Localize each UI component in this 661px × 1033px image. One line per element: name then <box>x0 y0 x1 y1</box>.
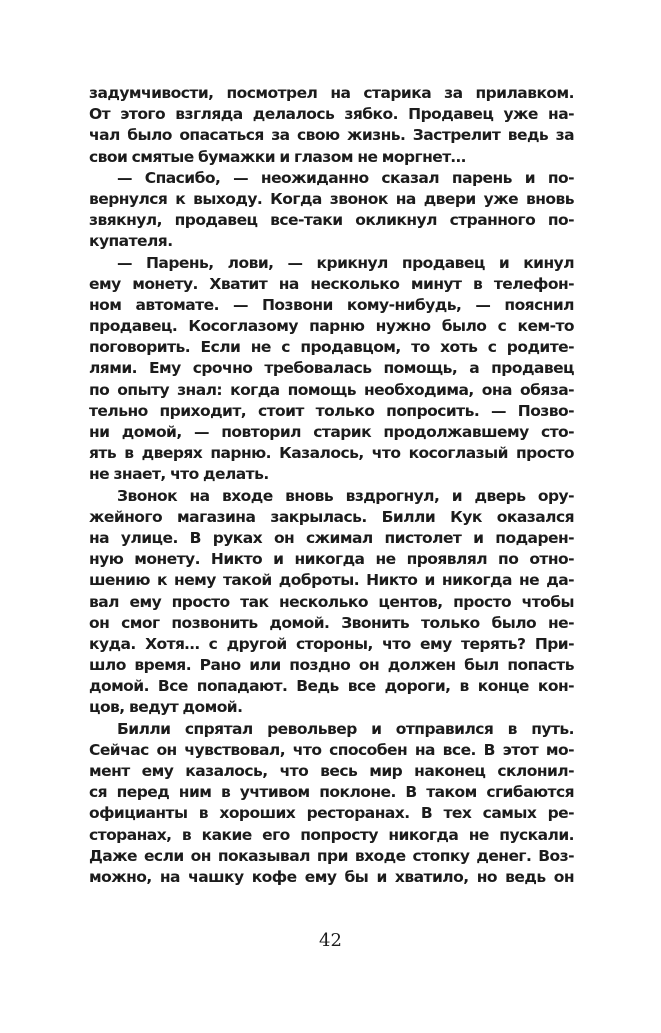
text-line: чал было опасаться за свою жизнь. Застрелит ведь за <box>89 126 574 145</box>
page-number: 42 <box>319 930 342 951</box>
text-line: купателя. <box>89 232 173 251</box>
text-line: куда. Хотя… с другой стороны, что ему терять? При- <box>89 634 574 653</box>
text-line: ему монету. Хватит на несколько минут в телефон- <box>89 274 574 293</box>
text-line: ную монету. Никто и никогда не проявлял по отно- <box>89 550 574 569</box>
text-line: лями. Ему срочно требовалась помощь, а продавец <box>89 359 574 378</box>
text-line: шло время. Рано или поздно он должен был попасть <box>89 656 574 675</box>
text-line: домой. Все попадают. Ведь все дороги, в конце кон- <box>89 677 574 696</box>
text-line: мент ему казалось, что весь мир наконец склонил- <box>89 762 574 780</box>
text-line: официанты в хороших ресторанах. В тех самых ре- <box>89 804 574 823</box>
text-line: поговорить. Если не с продавцом, то хоть с родите- <box>89 338 574 357</box>
text-line: ять в дверях парню. Казалось, что косоглазый просто <box>89 444 574 463</box>
text-line: цов, ведут домой. <box>89 698 243 717</box>
text-line: можно, на чашку кофе ему бы и хватило, но ведь он <box>89 867 574 886</box>
text-line: ном автомате. — Позвони кому-нибудь, — пояснил <box>89 295 574 314</box>
text-line: на улице. В руках он сжимал пистолет и подарен- <box>89 528 574 547</box>
text-line: свои смятые бумажки и глазом не моргнет… <box>89 147 466 166</box>
text-line: не знает, что делать. <box>89 465 269 484</box>
text-line: звякнул, продавец все-таки окликнул странного по- <box>89 211 574 230</box>
text-line: тельно приходит, стоит только попросить. — Позво- <box>89 401 574 420</box>
text-line: ни домой, — повторил старик продолжавшему сто- <box>89 423 574 441</box>
text-line: ся перед ним в учтивом поклоне. В таком сгибаются <box>89 783 574 802</box>
text-line: Звонок на входе вновь вздрогнул, и дверь ору- <box>117 486 574 505</box>
text-line: задумчивости, посмотрел на старика за прилавком. <box>89 84 574 102</box>
text-line: Билли спрятал револьвер и отправился в путь. <box>117 719 574 738</box>
text-line: Даже если он показывал при входе стопку денег. Воз- <box>89 846 574 865</box>
text-line: сторанах, в какие его попросту никогда не пускали. <box>89 825 574 844</box>
text-line: Сейчас он чувствовал, что способен на все. В этот мо- <box>89 740 574 759</box>
text-line: — Спасибо, — неожиданно сказал парень и по- <box>117 168 574 187</box>
text-line: продавец. Косоглазому парню нужно было с кем-то <box>89 317 574 336</box>
text-line: шению к нему такой доброты. Никто и никогда не да- <box>89 571 574 590</box>
text-line: От этого взгляда делалось зябко. Продавец уже на- <box>89 105 574 124</box>
body-text <box>89 83 574 888</box>
text-line: он смог позвонить домой. Звонить только было не- <box>89 613 574 632</box>
text-line: вернулся к выходу. Когда звонок на двери уже вновь <box>89 189 574 208</box>
text-line: — Парень, лови, — крикнул продавец и кинул <box>117 253 574 272</box>
text-line: вал ему просто так несколько центов, просто чтобы <box>89 592 574 611</box>
text-line: по опыту знал: когда помощь необходима, она обяза- <box>89 380 574 399</box>
text-line: жейного магазина закрылась. Билли Кук оказался <box>89 507 574 526</box>
